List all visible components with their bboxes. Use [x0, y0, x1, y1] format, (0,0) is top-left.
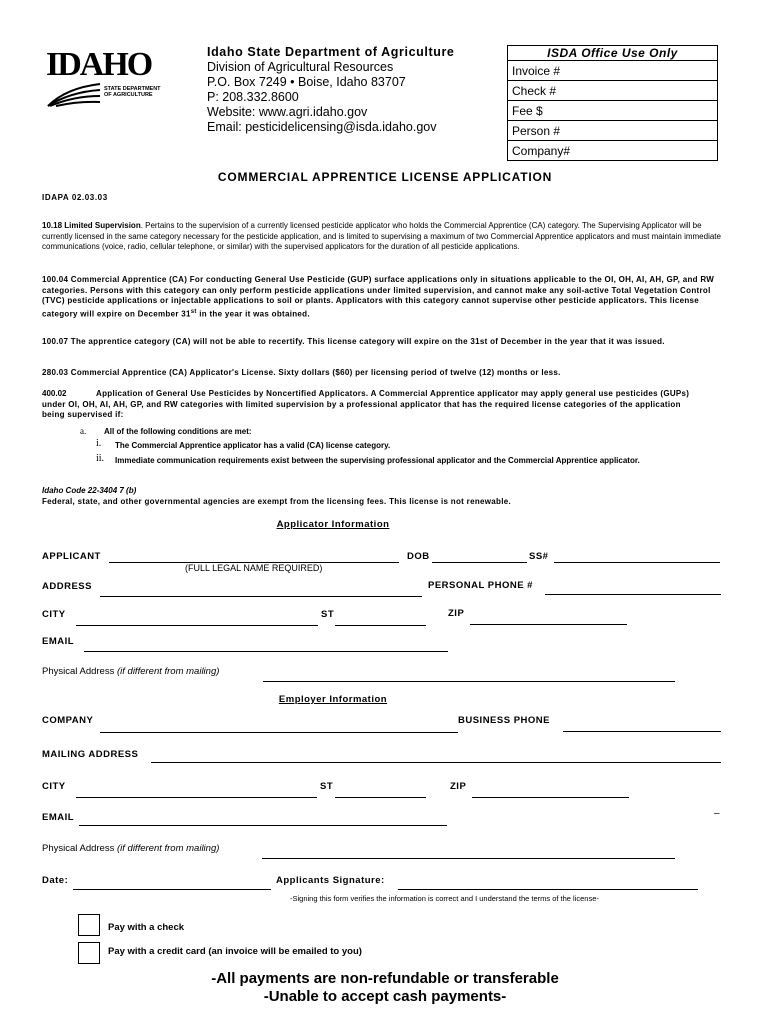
section-10004 — [42, 275, 722, 320]
agency-phone: P: 208.332.8600 — [207, 90, 299, 104]
employer-info-heading: Employer Information — [278, 694, 388, 705]
applicator-info-heading: Applicator Information — [276, 519, 390, 530]
business-phone-label: BUSINESS PHONE — [458, 715, 550, 726]
section-40002-body: Application of General Use Pesticides by Noncertified Applicators. A Commercial Apprentice applicator may apply general use pesticides (GUPs) under OI, OH, AI, AH, GP, and RW categories with limited supervision by a professional applicator that has the required license categories of the application being supervised if: — [42, 389, 690, 419]
applicant-label: APPLICANT — [42, 551, 101, 562]
mailing-address-field[interactable] — [151, 762, 721, 763]
email-label: EMAIL — [42, 636, 75, 647]
employer-email-field[interactable] — [79, 825, 447, 826]
form-title: COMMERCIAL APPRENTICE LICENSE APPLICATION — [217, 170, 553, 184]
exempt-note: Federal, state, and other governmental agencies are exempt from the licensing fees. This license is not renewable. — [42, 497, 512, 506]
list-ii-text: Immediate communication requirements exist between the supervising professional applicator and the Commercial Apprentice applicator. — [115, 456, 640, 465]
pay-card-label: Pay with a credit card (an invoice will be emailed to you) — [108, 946, 362, 957]
section-28003: 280.03 Commercial Apprentice (CA) Applicator's License. Sixty dollars ($60) per licensing period of twelve (12) months or less. — [42, 368, 561, 377]
business-phone-field[interactable] — [563, 731, 721, 732]
city-field[interactable] — [76, 625, 318, 626]
non-refundable-notice: -All payments are non-refundable or transferable — [211, 970, 559, 987]
ss-label: SS# — [529, 551, 549, 562]
physical-address-text: Physical Address — [42, 666, 117, 677]
personal-phone-label: PERSONAL PHONE # — [428, 580, 533, 591]
fee-field: Fee $ — [508, 101, 717, 121]
signature-label: Applicants Signature: — [276, 875, 385, 886]
logo-word: IDAHO — [46, 46, 152, 83]
full-name-note: (FULL LEGAL NAME REQUIRED) — [185, 563, 323, 573]
state-field[interactable] — [335, 625, 426, 626]
list-i-mark: i. — [96, 438, 102, 449]
dob-field[interactable] — [432, 562, 527, 563]
field-rows-graphic — [46, 82, 102, 108]
company-field[interactable] — [100, 732, 458, 733]
employer-physical-address-field[interactable] — [262, 858, 675, 859]
employer-zip-field[interactable] — [472, 797, 629, 798]
employer-state-label: ST — [320, 781, 334, 792]
address-label: ADDRESS — [42, 581, 92, 592]
list-a-mark: a. — [80, 426, 87, 436]
office-use-box — [507, 45, 718, 161]
personal-phone-field[interactable] — [545, 594, 721, 595]
ss-field[interactable] — [554, 562, 720, 563]
section-1018-body: . Pertains to the supervision of a currently licensed pesticide applicator who holds the Commercial Apprentice (CA) category. The Supervising Applicator will be currently licensed in the same category necessary for the pesticide application, and is limited to supervising a maximum of two Commercial Apprentice applicators and must maintain immediate communications (voice, radio, cellular telephone, or similar) with the supervised applicators for the duration of all pesticide applications. — [42, 221, 721, 251]
section-10004-text: 100.04 Commercial Apprentice (CA) For conducting General Use Pesticide (GUP) surface applications only in situations applicable to the OI, OH, AI, AH, GP, and RW categories. Persons with this category can only perform pesticide applications under limited supervision, and cannot make any soil-active Total Vegetation Control (TVC) pesticide applications or injectable applications to soil or plants. Applicators with this category cannot supervise other pesticide applicators. This license category will expire on December 31 — [42, 275, 715, 319]
pay-check-checkbox[interactable] — [78, 914, 100, 936]
email-field[interactable] — [84, 651, 448, 652]
person-field: Person # — [508, 121, 717, 141]
pay-check-label: Pay with a check — [108, 922, 185, 933]
check-field: Check # — [508, 81, 717, 101]
agency-email: Email: pesticidelicensing@isda.idaho.gov — [207, 120, 437, 134]
isda-logo — [46, 48, 178, 108]
section-10007: 100.07 The apprentice category (CA) will not be able to recertify. This license category will expire on the 31st of December in the year that it was issued. — [42, 337, 665, 346]
physical-address-field[interactable] — [263, 681, 675, 682]
idaho-code-ref: Idaho Code 22-3404 7 (b) — [42, 486, 137, 495]
agency-website: Website: www.agri.idaho.gov — [207, 105, 368, 119]
pay-card-checkbox[interactable] — [78, 942, 100, 964]
section-1018-head: 10.18 Limited Supervision — [42, 221, 141, 230]
company-field: Company# — [512, 144, 571, 158]
city-label: CITY — [42, 609, 66, 620]
employer-physical-address-text: Physical Address — [42, 843, 117, 854]
employer-city-label: CITY — [42, 781, 66, 792]
office-use-title: ISDA Office Use Only — [508, 46, 717, 61]
date-field[interactable] — [73, 889, 271, 890]
logo-sub1: STATE DEPARTMENT — [104, 86, 161, 92]
section-1018 — [42, 221, 722, 253]
no-cash-notice: -Unable to accept cash payments- — [263, 988, 507, 1005]
signature-field[interactable] — [398, 889, 698, 890]
physical-address-label — [42, 666, 219, 677]
mailing-address: P.O. Box 7249 • Boise, Idaho 83707 — [207, 75, 406, 89]
employer-zip-label: ZIP — [450, 781, 467, 792]
date-label: Date: — [42, 875, 69, 886]
list-i-text: The Commercial Apprentice applicator has a valid (CA) license category. — [115, 441, 391, 450]
dob-label: DOB — [407, 551, 430, 562]
employer-state-field[interactable] — [335, 797, 426, 798]
physical-address-hint: (if different from mailing) — [116, 666, 220, 677]
superscript-st: st — [190, 308, 197, 315]
employer-physical-address-label — [42, 843, 219, 854]
employer-physical-address-hint: (if different from mailing) — [116, 843, 220, 854]
zip-field[interactable] — [470, 624, 627, 625]
section-40002-num: 400.02 — [42, 389, 67, 398]
list-ii-mark: ii. — [96, 453, 105, 464]
division-name: Division of Agricultural Resources — [207, 60, 394, 74]
employer-email-label: EMAIL — [42, 812, 75, 823]
company-label: COMPANY — [42, 715, 94, 726]
invoice-field: Invoice # — [508, 61, 717, 81]
idapa-ref: IDAPA 02.03.03 — [42, 193, 108, 202]
zip-label: ZIP — [448, 608, 465, 619]
employer-city-field[interactable] — [76, 797, 317, 798]
state-label: ST — [321, 609, 335, 620]
agency-name: Idaho State Department of Agriculture — [207, 45, 455, 59]
mailing-address-label: MAILING ADDRESS — [42, 749, 139, 760]
stray-dash: – — [714, 808, 720, 819]
logo-sub2: OF AGRICULTURE — [104, 92, 153, 98]
address-field[interactable] — [100, 596, 422, 597]
signature-note: -Signing this form verifies the information is correct and I understand the terms of the license- — [290, 894, 599, 903]
section-10004-end: in the year it was obtained. — [196, 309, 310, 319]
agency-header — [207, 45, 454, 135]
list-a-text: All of the following conditions are met: — [104, 427, 252, 436]
